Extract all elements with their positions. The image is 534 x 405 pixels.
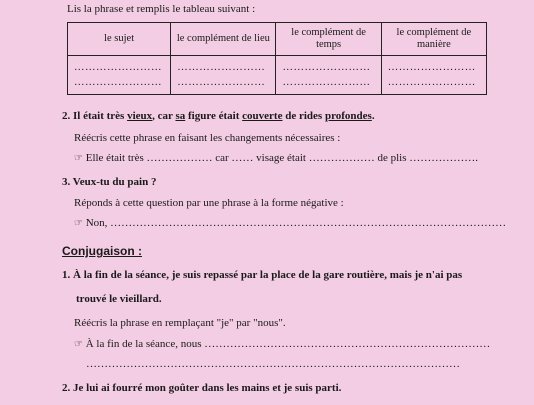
- pointing-hand-icon: ☞: [74, 339, 83, 350]
- conjugaison-question-1-cont: trouvé le vieillard.: [76, 293, 162, 305]
- table-header: le complément de temps: [276, 23, 381, 56]
- table-header: le sujet: [68, 23, 171, 56]
- table-row: [68, 56, 487, 95]
- question-3-title: 3. Veux-tu du pain ?: [62, 176, 157, 188]
- table-header: le complément de manière: [381, 23, 486, 56]
- conjugaison-heading: Conjugaison :: [62, 244, 142, 258]
- pointing-hand-icon: ☞: [74, 153, 83, 164]
- conjugaison-question-2: 2. Je lui ai fourré mon goûter dans les mains et je suis parti.: [62, 382, 342, 394]
- table-cell[interactable]: …………………… ……………………: [171, 56, 276, 95]
- table-cell[interactable]: …………………… ……………………: [381, 56, 486, 95]
- question-2: 2. Il était très vieux, car sa figure était couverte de rides profondes.: [62, 110, 375, 122]
- table-cell[interactable]: …………………… ……………………: [276, 56, 381, 95]
- conjugaison-question-1: 1. À la fin de la séance, je suis repassé par la place de la gare routière, mais je n'ai pas: [62, 269, 463, 281]
- table-header-row: [68, 23, 487, 56]
- question-3-instruction: Réponds à cette question par une phrase à la forme négative :: [74, 197, 344, 209]
- table-header: le complément de lieu: [171, 23, 276, 56]
- question-2-answer-line[interactable]: ☞ Elle était très ……………… car …… visage était ……………… de plis ……………….: [74, 152, 478, 164]
- question-3-answer-line[interactable]: ☞ Non, ………………………………………………………………………………………………: [74, 217, 507, 229]
- question-2-instruction: Réécris cette phrase en faisant les changements nécessaires :: [74, 132, 341, 144]
- conjugaison-answer-line-2[interactable]: …………………………………………………………………………………………: [86, 358, 460, 370]
- conjugaison-answer-line[interactable]: ☞ À la fin de la séance, nous ……………………………………………………………………: [74, 338, 491, 350]
- table-cell[interactable]: …………………… ……………………: [68, 56, 171, 95]
- pointing-hand-icon: ☞: [74, 218, 83, 229]
- grammar-table: [67, 22, 487, 95]
- exercise-intro: Lis la phrase et remplis le tableau suivant :: [67, 3, 256, 15]
- conjugaison-instruction: Réécris la phrase en remplaçant "je" par "nous".: [74, 317, 286, 329]
